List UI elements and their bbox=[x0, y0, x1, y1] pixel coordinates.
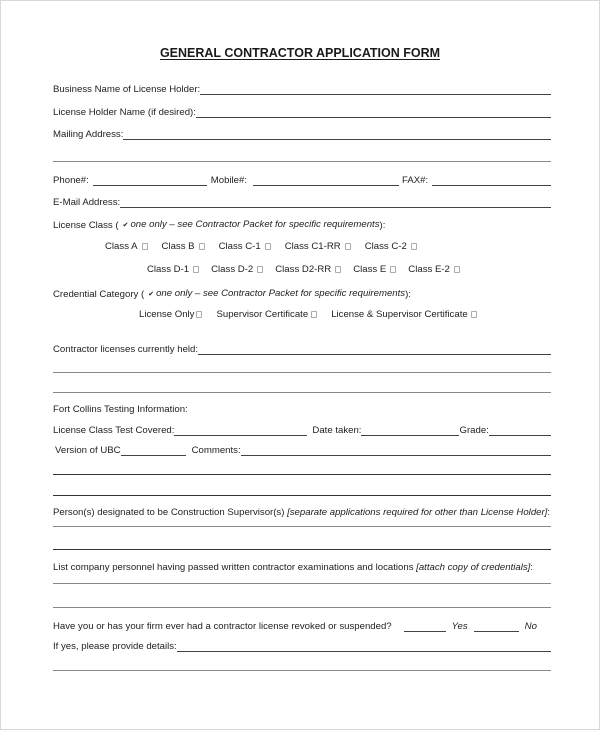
contractor-licenses-row bbox=[53, 342, 551, 356]
instruction-text: ✔ one only – see Contractor Packet for specific requirements bbox=[148, 288, 406, 299]
email-field[interactable] bbox=[120, 198, 551, 208]
checkmark-icon: ✔ bbox=[122, 222, 129, 229]
revoked-row bbox=[53, 619, 551, 633]
ubc-version-label: Version of UBC bbox=[55, 445, 121, 456]
license-class-option[interactable]: Class D-2 bbox=[211, 264, 263, 275]
license-class-option[interactable]: Class E-2 bbox=[408, 264, 460, 275]
supervisors-line-2[interactable] bbox=[53, 549, 551, 550]
grade-label: Grade: bbox=[459, 425, 489, 436]
personnel-line-1[interactable] bbox=[53, 583, 551, 584]
phone-row bbox=[53, 173, 551, 187]
license-class-option[interactable]: Class D-1 bbox=[147, 264, 199, 275]
phone-field[interactable] bbox=[93, 176, 207, 186]
checkbox-icon[interactable] bbox=[471, 311, 477, 318]
checkbox-icon[interactable] bbox=[142, 243, 148, 250]
revoked-details-line-2[interactable] bbox=[53, 670, 551, 671]
checkbox-icon[interactable] bbox=[390, 266, 396, 273]
contractor-licenses-field[interactable] bbox=[198, 345, 551, 355]
license-class-option[interactable]: Class E bbox=[353, 264, 396, 275]
personnel-note: [attach copy of credentials] bbox=[416, 562, 531, 573]
mobile-label: Mobile#: bbox=[210, 175, 248, 186]
revoked-no-field[interactable] bbox=[474, 622, 519, 632]
phone-label: Phone#: bbox=[53, 175, 89, 186]
grade-field[interactable] bbox=[489, 426, 551, 436]
checkbox-icon[interactable] bbox=[257, 266, 263, 273]
revoked-details-field[interactable] bbox=[177, 642, 551, 652]
checkmark-icon: ✔ bbox=[148, 291, 155, 298]
personnel-line-2[interactable] bbox=[53, 607, 551, 608]
contractor-licenses-line-3[interactable] bbox=[53, 392, 551, 393]
testing-heading-row bbox=[53, 402, 551, 416]
revoked-yes-field[interactable] bbox=[404, 622, 446, 632]
business-name-label: Business Name of License Holder: bbox=[53, 84, 201, 95]
revoked-yes-label: Yes bbox=[451, 621, 468, 632]
revoked-no-label: No bbox=[524, 621, 537, 632]
license-class-heading: License Class ( ✔ one only – see Contractor Packet for specific requirements ): bbox=[53, 219, 386, 231]
supervisors-label: Person(s) designated to be Construction Supervisor(s) [separate applications required for other than License Holder]: bbox=[53, 507, 551, 518]
checkbox-icon[interactable] bbox=[193, 266, 199, 273]
email-row bbox=[53, 195, 551, 209]
business-name-field[interactable] bbox=[200, 85, 551, 95]
checkbox-icon[interactable] bbox=[265, 243, 271, 250]
testing-row-2 bbox=[53, 443, 551, 457]
license-class-options-row-2 bbox=[147, 264, 460, 275]
instruction-text: ✔ one only – see Contractor Packet for specific requirements bbox=[122, 219, 380, 230]
checkbox-icon[interactable] bbox=[199, 243, 205, 250]
checkbox-icon[interactable] bbox=[311, 311, 317, 318]
license-class-options-row-1 bbox=[105, 241, 417, 252]
credential-option[interactable]: License & Supervisor Certificate bbox=[331, 309, 477, 320]
license-class-option[interactable]: Class C-1 bbox=[219, 241, 271, 252]
date-taken-label: Date taken: bbox=[312, 425, 362, 436]
ubc-version-field[interactable] bbox=[121, 446, 186, 456]
fax-label: FAX#: bbox=[402, 175, 429, 186]
mailing-address-row bbox=[53, 127, 551, 141]
contractor-licenses-label: Contractor licenses currently held: bbox=[53, 344, 199, 355]
credential-option[interactable]: Supervisor Certificate bbox=[216, 309, 317, 320]
license-class-test-label: License Class Test Covered: bbox=[53, 425, 175, 436]
checkbox-icon[interactable] bbox=[345, 243, 351, 250]
checkbox-icon[interactable] bbox=[335, 266, 341, 273]
revoked-details-label: If yes, please provide details: bbox=[53, 641, 177, 652]
revoked-question: Have you or has your firm ever had a contractor license revoked or suspended? bbox=[53, 621, 392, 632]
supervisors-note: [separate applications required for other than License Holder] bbox=[287, 507, 548, 518]
email-label: E-Mail Address: bbox=[53, 197, 121, 208]
license-class-test-field[interactable] bbox=[174, 426, 307, 436]
license-class-option[interactable]: Class A bbox=[105, 241, 148, 252]
personnel-row bbox=[53, 560, 573, 574]
form-title: GENERAL CONTRACTOR APPLICATION FORM bbox=[159, 46, 441, 60]
checkbox-icon[interactable] bbox=[454, 266, 460, 273]
checkbox-icon[interactable] bbox=[196, 311, 202, 318]
supervisors-line-1[interactable] bbox=[53, 526, 551, 527]
testing-row-1 bbox=[53, 423, 551, 437]
checkbox-icon[interactable] bbox=[411, 243, 417, 250]
mailing-address-label: Mailing Address: bbox=[53, 129, 124, 140]
license-class-option[interactable]: Class B bbox=[162, 241, 205, 252]
mobile-field[interactable] bbox=[253, 176, 399, 186]
mailing-address-field[interactable] bbox=[123, 130, 551, 140]
personnel-label: List company personnel having passed written contractor examinations and locations [attach copy of credentials]: bbox=[53, 562, 533, 573]
credential-category-options bbox=[139, 309, 477, 320]
comments-line-2[interactable] bbox=[53, 474, 551, 475]
supervisors-row bbox=[53, 505, 573, 519]
license-holder-name-label: License Holder Name (if desired): bbox=[53, 107, 196, 118]
comments-label: Comments: bbox=[191, 445, 241, 456]
contractor-licenses-line-2[interactable] bbox=[53, 372, 551, 373]
license-class-option[interactable]: Class D2-RR bbox=[275, 264, 341, 275]
comments-line-3[interactable] bbox=[53, 495, 551, 496]
license-class-option[interactable]: Class C1-RR bbox=[285, 241, 351, 252]
testing-heading: Fort Collins Testing Information: bbox=[53, 404, 188, 415]
credential-option[interactable]: License Only bbox=[139, 309, 202, 320]
mailing-address-line-2[interactable] bbox=[53, 161, 551, 162]
comments-field[interactable] bbox=[241, 446, 551, 456]
credential-category-heading: Credential Category ( ✔ one only – see Contractor Packet for specific requirements ): bbox=[53, 288, 411, 300]
business-name-row bbox=[53, 82, 551, 96]
date-taken-field[interactable] bbox=[361, 426, 459, 436]
revoked-details-row bbox=[53, 639, 551, 653]
license-class-option[interactable]: Class C-2 bbox=[365, 241, 417, 252]
license-holder-name-row bbox=[53, 105, 551, 119]
fax-field[interactable] bbox=[432, 176, 551, 186]
license-holder-name-field[interactable] bbox=[196, 108, 551, 118]
